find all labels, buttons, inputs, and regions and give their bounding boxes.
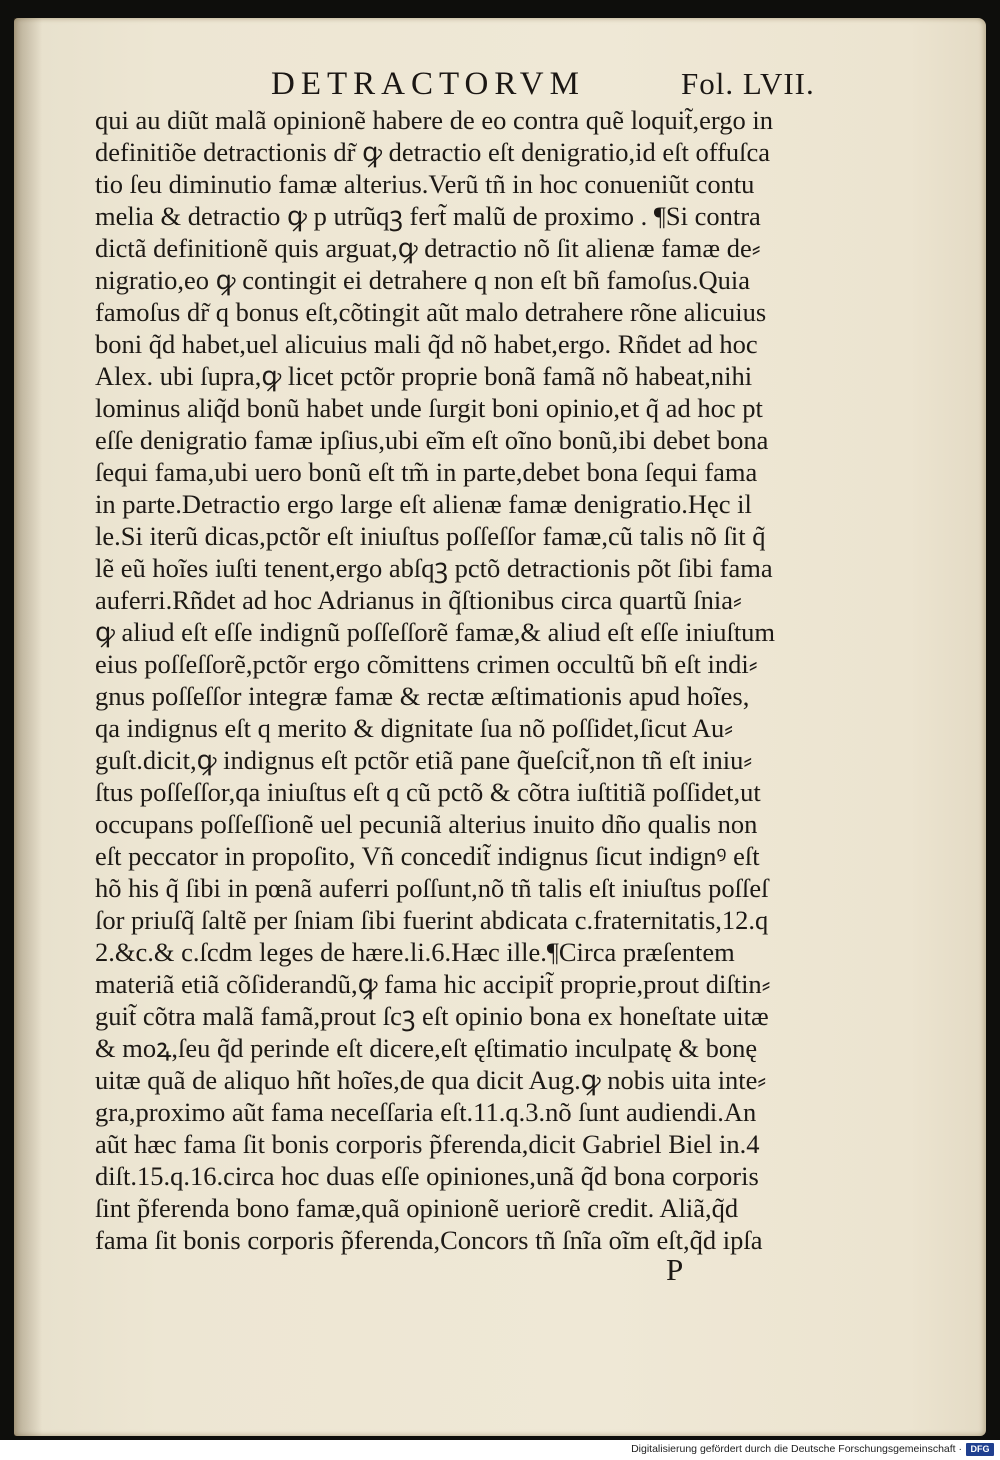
text-line: ſequi fama,ubi uero bonũ eſt tm̃ in parte,debet bona ſequi fama: [95, 457, 758, 487]
text-line: fama ſit bonis corporis p̃ferenda,Concors tñ ſnĩa oĩm eſt,q̃d ipſa: [95, 1225, 763, 1255]
text-line: aũt hæc fama ſit bonis corporis p̃ferenda,dicit Gabriel Biel in.4: [95, 1129, 760, 1159]
text-line: melia & detractio ꝙ p utrũqꝫ fert̃ malũ de proximo . ¶Si contra: [95, 201, 761, 231]
text-line: eſt peccator in propoſito, Vñ concedit̃ indignus ſicut indignꝰ eſt: [95, 841, 760, 871]
text-line: le.Si iterũ dicas,pctõr eſt iniuſtus poſſeſſor famæ,cũ talis nõ ſit q̃: [95, 521, 766, 551]
text-line: qui au diũt malã opinionẽ habere de eo contra quẽ loquit̃,ergo in: [95, 105, 774, 135]
text-line: gnus poſſeſſor integræ famæ & rectæ æſtimationis apud hoĩes,: [95, 681, 750, 711]
text-line: guſt.dicit,ꝙ indignus eſt pctõr etiã pane q̃ueſcit̃,non tñ eſt iniu⸗: [95, 745, 753, 775]
text-line: 2.&c.& c.ſcdm leges de hære.li.6.Hæc ille.¶Circa præſentem: [95, 937, 735, 967]
text-line: guit̃ cõtra malã famã,prout ſcꝫ eſt opinio bona ex honeſtate uitæ: [95, 1001, 769, 1031]
text-line: nigratio,eo ꝙ contingit ei detrahere q non eſt bñ famoſus.Quia: [95, 265, 750, 295]
text-line: eſſe denigratio famæ ipſius,ubi eĩm eſt oĩno bonũ,ibi debet bona: [95, 425, 769, 455]
text-line: qa indignus eſt q merito & dignitate ſua nõ poſſidet,ſicut Au⸗: [95, 713, 734, 743]
text-line: Alex. ubi ſupra,ꝙ licet pctõr proprie bonã famã nõ habeat,nihi: [95, 361, 753, 391]
text-line: tio ſeu diminutio famæ alterius.Verũ tñ in hoc conueniũt contu: [95, 169, 755, 199]
text-line: famoſus dr̃ q bonus eſt,cõtingit aũt malo detrahere rõne alicuius: [95, 297, 767, 327]
text-line: occupans poſſeſſionẽ uel pecuniã alterius inuito dño qualis non: [95, 809, 758, 839]
text-line: lẽ eũ hoĩes iuſti tenent,ergo abſqꝫ pctõ detractionis põt ſibi fama: [95, 553, 773, 583]
footer-bar: [0, 1440, 1000, 1460]
dfg-logo: DFG: [966, 1443, 994, 1456]
text-line: gra,proximo aũt fama neceſſaria eſt.11.q.3.nõ ſunt audiendi.An: [95, 1097, 757, 1127]
funding-credit: Digitalisierung gefördert durch die Deutsche Forschungsgemeinschaft ·: [631, 1443, 962, 1455]
text-line: ſint p̃ferenda bono famæ,quã opinionẽ ueriorẽ credit. Aliã,q̃d: [95, 1193, 739, 1223]
text-line: ſtus poſſeſſor,qa iniuſtus eſt q cũ pctõ & cõtra iuſtitiã poſſidet,ut: [95, 777, 761, 807]
signature-mark: P: [666, 1252, 684, 1287]
text-line: auferri.Rñdet ad hoc Adrianus in q̃ſtionibus circa quartũ ſnia⸗: [95, 585, 742, 615]
running-title: DETRACTORVM: [271, 66, 585, 102]
text-line: ꝙ aliud eſt eſſe indignũ poſſeſſorẽ famæ,& aliud eſt eſſe iniuſtum: [95, 617, 776, 647]
text-line: ſor priuſq̃ ſaltẽ per ſniam ſibi fuerint abdicata c.fraternitatis,12.q: [95, 905, 769, 935]
text-line: hõ his q̃ ſibi in pœnã auferri poſſunt,nõ tñ talis eſt iniuſtus poſſeſ: [95, 873, 769, 903]
text-line: lominus aliq̃d bonũ habet unde ſurgit boni opinio,et q̃ ad hoc pt: [95, 393, 763, 423]
text-line: definitiõe detractionis dr̃ ꝙ detractio eſt denigratio,id eſt offuſca: [95, 137, 771, 167]
text-line: diſt.15.q.16.circa hoc duas eſſe opiniones,unã q̃d bona corporis: [95, 1161, 759, 1191]
text-line: uitæ quã de aliquo hñt hoĩes,de qua dicit Aug.ꝙ nobis uita inte⸗: [95, 1065, 767, 1095]
text-line: materiã etiã cõſiderandũ,ꝙ fama hic accipit̃ proprie,prout diſtin⸗: [95, 969, 771, 999]
folio-number: Fol. LVII.: [681, 66, 815, 101]
body-text: [95, 104, 975, 1256]
gutter-shadow: [14, 18, 42, 1436]
text-line: eius poſſeſſorẽ,pctõr ergo cõmittens crimen occultũ bñ eſt indi⸗: [95, 649, 758, 679]
text-line: dictã definitionẽ quis arguat,ꝙ detractio nõ ſit alienæ famæ de⸗: [95, 233, 761, 263]
text-line: & moꝝ,ſeu q̃d perinde eſt dicere,eſt ęſtimatio inculpatę & bonę: [95, 1033, 758, 1063]
text-line: in parte.Detractio ergo large eſt alienæ famæ denigratio.Hęc il: [95, 489, 752, 519]
text-line: boni q̃d habet,uel alicuius mali q̃d nõ habet,ergo. Rñdet ad hoc: [95, 329, 758, 359]
running-head: [95, 66, 975, 106]
